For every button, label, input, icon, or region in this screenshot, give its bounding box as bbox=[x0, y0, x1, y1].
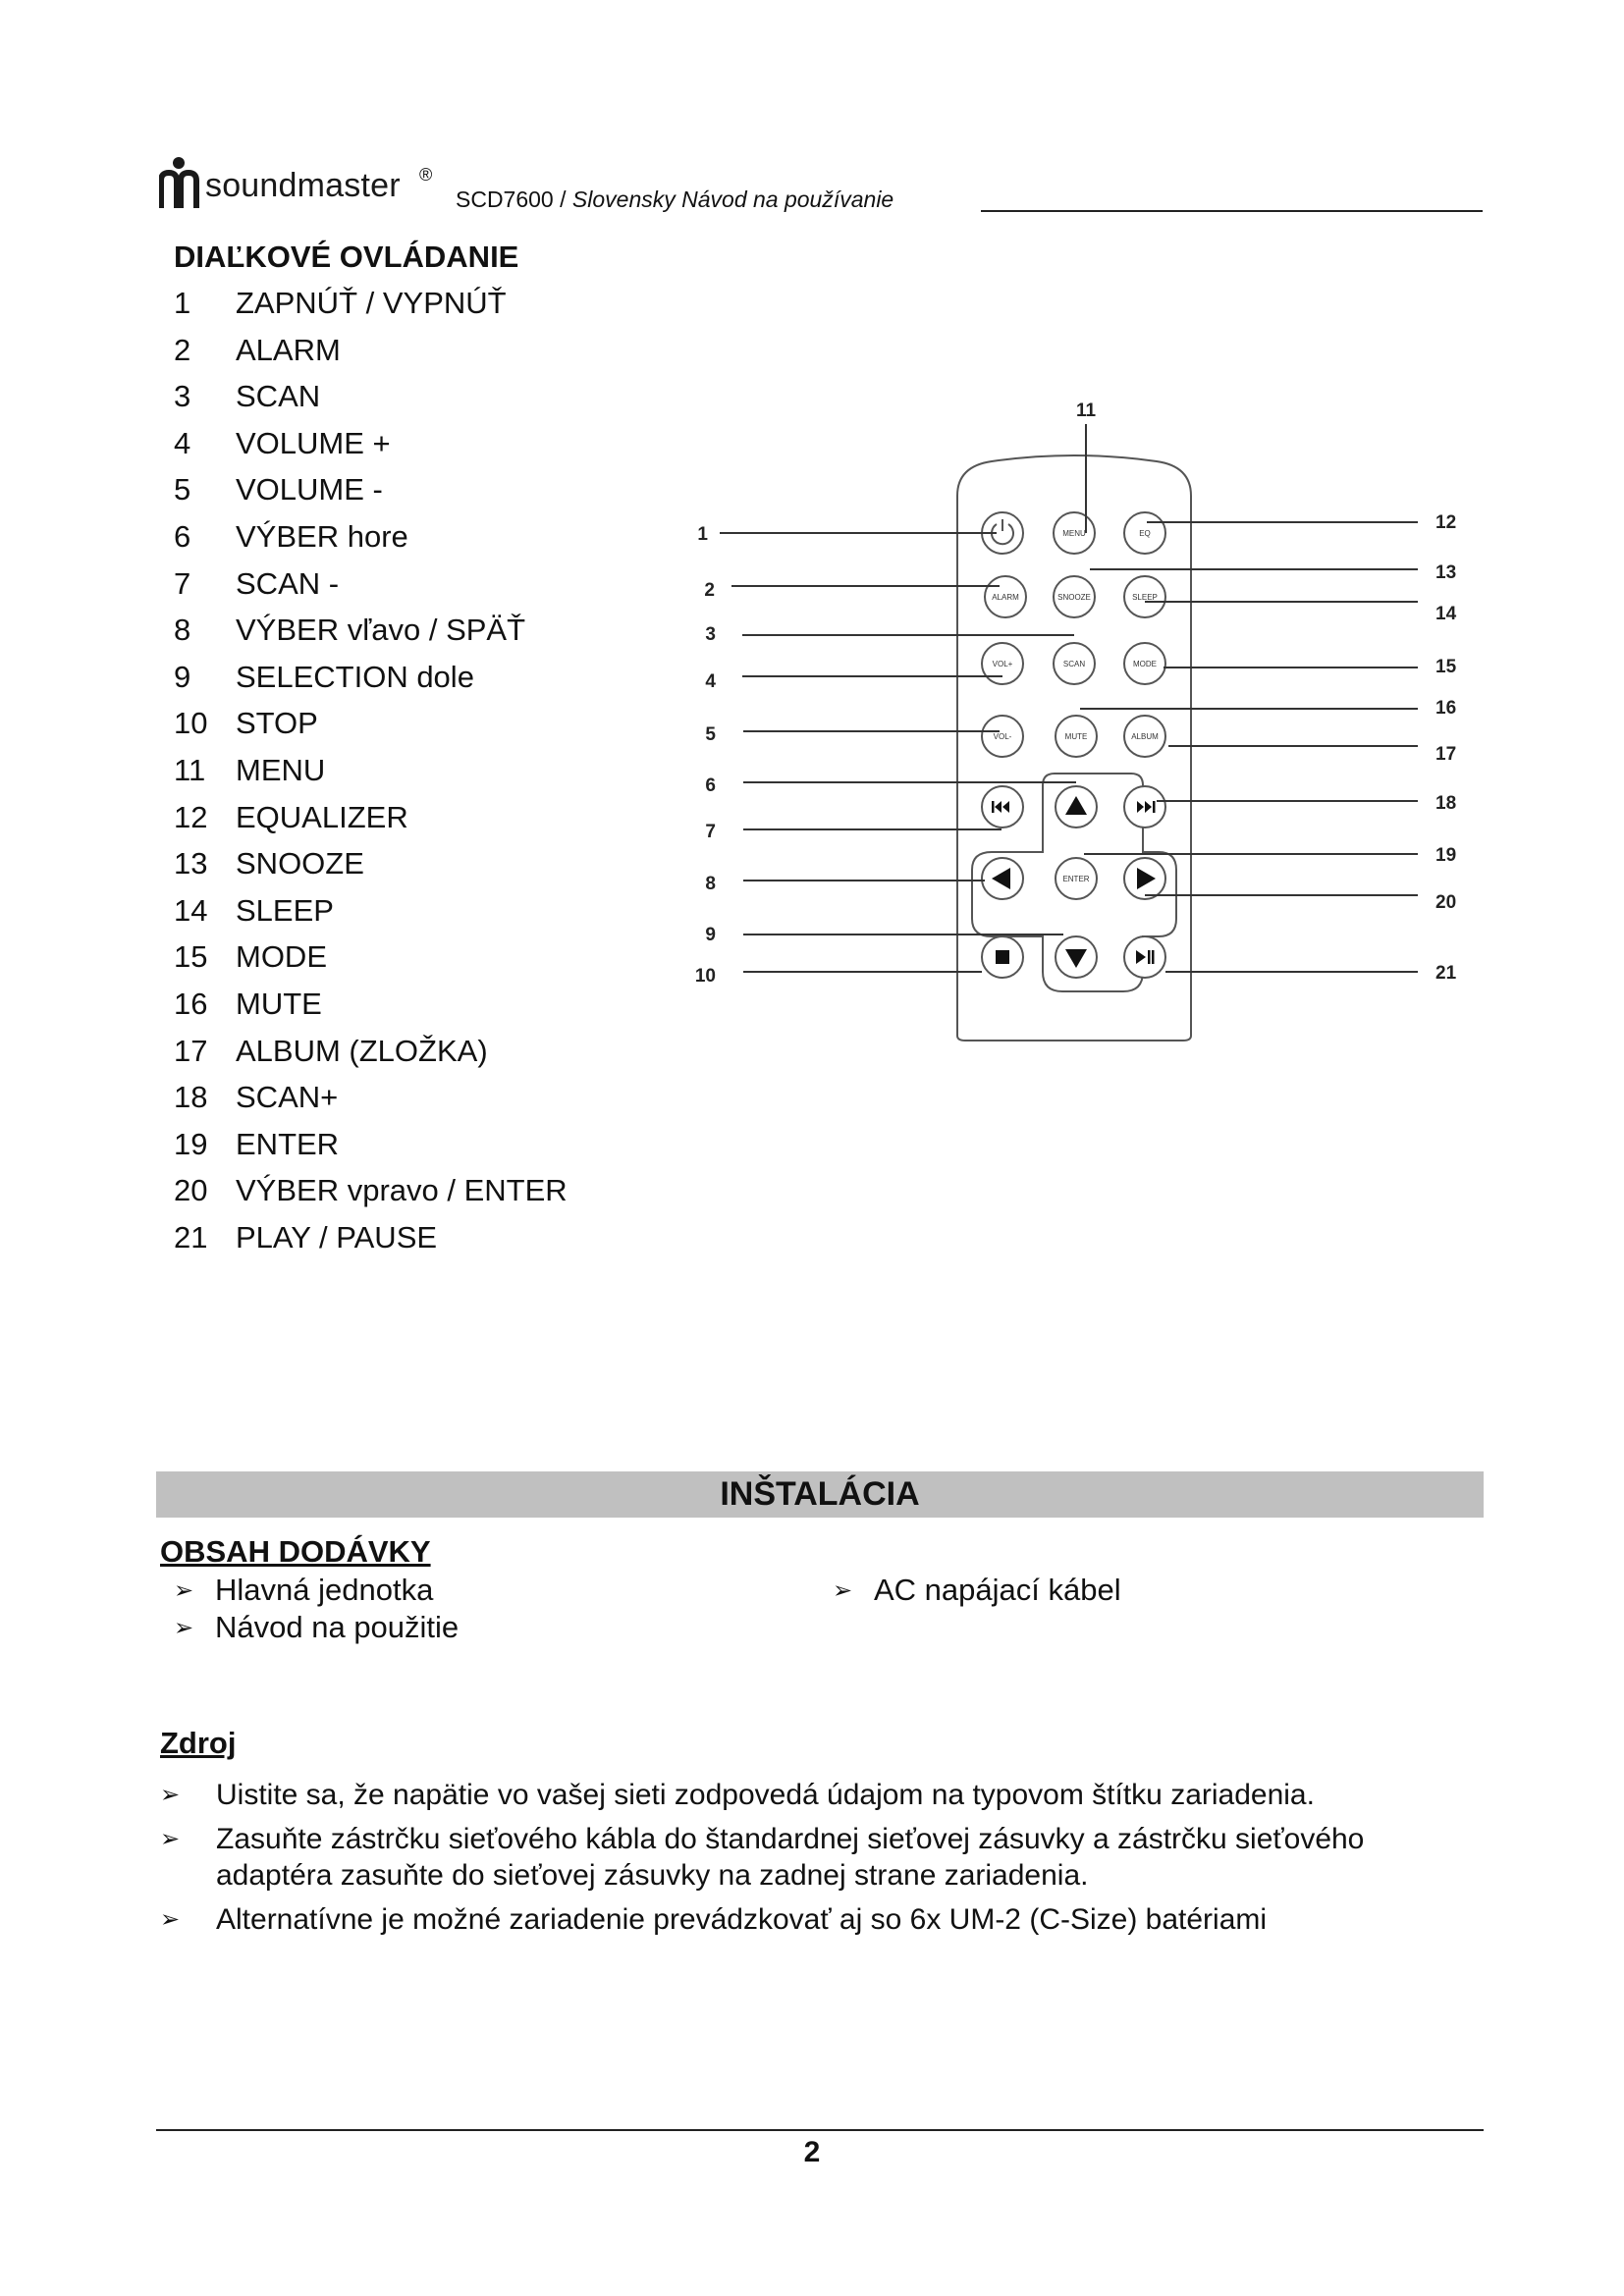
scan-key bbox=[1054, 643, 1095, 684]
remote-button-item: 13 SNOOZE bbox=[174, 846, 364, 881]
vol-down-key bbox=[982, 716, 1023, 757]
menu-key bbox=[1054, 512, 1095, 554]
callout-number: 12 bbox=[1435, 512, 1457, 533]
svg-text:SCAN: SCAN bbox=[1062, 660, 1086, 668]
list-item: ➢ Zasuňte zástrčku sieťového kábla do štandardnej sieťovej zásuvky a zástrčku sieťového adaptéra zasuňte do sieťovej zásuvky na zadnej strane zariadenia. bbox=[160, 1823, 1365, 1892]
list-item: ➢ Uistite sa, že napätie vo vašej sieti zodpovedá údajom na typovom štítku zariadenia. bbox=[160, 1779, 1315, 1811]
callout-number: 3 bbox=[705, 624, 716, 645]
svg-text:MUTE: MUTE bbox=[1064, 732, 1088, 741]
remote-control-diagram bbox=[0, 0, 1624, 1080]
remote-button-item: 7 SCAN - bbox=[174, 565, 340, 601]
vol-up-key bbox=[982, 643, 1023, 684]
model-number: SCD7600 / bbox=[456, 187, 572, 212]
remote-button-item: 18 SCAN+ bbox=[174, 1080, 339, 1115]
remote-button-item: 4 VOLUME + bbox=[174, 425, 391, 460]
registered-mark: ® bbox=[419, 165, 433, 185]
sleep-key bbox=[1124, 576, 1165, 617]
callout-number: 19 bbox=[1435, 845, 1457, 866]
callout-number: 17 bbox=[1435, 744, 1457, 765]
list-item: ➢ Návod na použitie bbox=[174, 1610, 460, 1644]
arrow-right-icon bbox=[1124, 858, 1165, 899]
callout-number: 9 bbox=[705, 925, 716, 945]
manual-subtitle: Slovensky Návod na používanie bbox=[571, 187, 894, 212]
callout-number: 8 bbox=[705, 874, 716, 894]
arrow-bullet-icon: ➢ bbox=[833, 1577, 853, 1604]
arrow-left-icon bbox=[982, 858, 1023, 899]
svg-text:SLEEP: SLEEP bbox=[1132, 593, 1158, 602]
arrow-bullet-icon: ➢ bbox=[160, 1826, 181, 1852]
list-item: ➢ Alternatívne je možné zariadenie prevádzkovať aj so 6x UM-2 (C-Size) batériami bbox=[160, 1903, 1268, 1936]
callout-number: 2 bbox=[704, 580, 715, 601]
list-item: ➢ Hlavná jednotka bbox=[174, 1573, 434, 1607]
remote-button-item: 16 MUTE bbox=[174, 986, 322, 1021]
alarm-key bbox=[985, 576, 1026, 617]
callout-number: 10 bbox=[694, 966, 716, 987]
power-section-title: Zdroj bbox=[160, 1726, 237, 1760]
eq-key bbox=[1124, 512, 1165, 554]
mode-key bbox=[1124, 643, 1165, 684]
svg-text:ALARM: ALARM bbox=[992, 593, 1019, 602]
svg-text:VOL+: VOL+ bbox=[992, 660, 1013, 668]
remote-button-item: 17 ALBUM (ZLOŽKA) bbox=[174, 1033, 488, 1068]
arrow-bullet-icon: ➢ bbox=[174, 1577, 194, 1604]
power-instructions bbox=[160, 1777, 1466, 1946]
svg-text:MENU: MENU bbox=[1062, 529, 1086, 538]
skip-forward-icon bbox=[1124, 786, 1165, 828]
callout-number: 18 bbox=[1435, 793, 1457, 814]
callout-number: 13 bbox=[1435, 562, 1457, 583]
enter-key bbox=[1056, 858, 1097, 899]
svg-text:EQ: EQ bbox=[1139, 529, 1151, 538]
remote-button-item: 8 VÝBER vľavo / SPÄŤ bbox=[174, 613, 526, 648]
arrow-bullet-icon: ➢ bbox=[160, 1782, 181, 1808]
callout-number: 6 bbox=[705, 775, 716, 796]
arrow-bullet-icon: ➢ bbox=[174, 1615, 194, 1641]
remote-button-item: 20 VÝBER vpravo / ENTER bbox=[174, 1173, 568, 1208]
callout-number: 20 bbox=[1435, 892, 1457, 913]
remote-button-item: 10 STOP bbox=[174, 706, 318, 741]
remote-button-item: 6 VÝBER hore bbox=[174, 518, 408, 554]
callout-number: 7 bbox=[705, 822, 716, 842]
callout-number: 4 bbox=[705, 671, 716, 692]
arrow-down-icon bbox=[1056, 936, 1097, 978]
remote-section-title: DIAĽKOVÉ OVLÁDANIE bbox=[174, 240, 519, 274]
svg-text:ALBUM: ALBUM bbox=[1131, 732, 1159, 741]
album-key bbox=[1124, 716, 1165, 757]
callout-number: 21 bbox=[1435, 963, 1457, 984]
svg-text:ENTER: ENTER bbox=[1062, 875, 1090, 883]
remote-button-item: 15 MODE bbox=[174, 939, 327, 975]
svg-text:VOL-: VOL- bbox=[993, 732, 1012, 741]
callout-number: 16 bbox=[1435, 698, 1457, 719]
installation-title: INŠTALÁCIA bbox=[720, 1475, 920, 1513]
arrow-bullet-icon: ➢ bbox=[160, 1906, 181, 1933]
callout-number: 14 bbox=[1435, 604, 1457, 624]
list-item: ➢ AC napájací kábel bbox=[833, 1573, 1121, 1607]
remote-button-item: 19 ENTER bbox=[174, 1126, 340, 1161]
remote-button-item: 21 PLAY / PAUSE bbox=[174, 1219, 438, 1255]
skip-back-icon bbox=[982, 786, 1023, 828]
footer-divider bbox=[156, 2129, 1484, 2131]
remote-button-item: 14 SLEEP bbox=[174, 892, 334, 928]
brand-name: soundmaster bbox=[205, 167, 401, 204]
remote-button-item: 9 SELECTION dole bbox=[174, 659, 474, 694]
arrow-up-icon bbox=[1056, 786, 1097, 828]
svg-text:MODE: MODE bbox=[1133, 660, 1157, 668]
callout-number: 1 bbox=[697, 524, 708, 545]
stop-icon bbox=[982, 936, 1023, 978]
callout-number: 15 bbox=[1435, 657, 1457, 677]
remote-button-item: 2 ALARM bbox=[174, 332, 341, 367]
package-contents-title: OBSAH DODÁVKY bbox=[160, 1534, 431, 1569]
remote-button-item: 12 EQUALIZER bbox=[174, 799, 408, 834]
remote-button-item: 3 SCAN bbox=[174, 379, 321, 414]
remote-button-item: 5 VOLUME - bbox=[174, 472, 383, 507]
remote-button-item: 11 MENU bbox=[174, 752, 326, 787]
page-number: 2 bbox=[803, 2136, 821, 2168]
snooze-key bbox=[1054, 576, 1095, 617]
play-pause-icon bbox=[1124, 936, 1165, 978]
svg-text:SNOOZE: SNOOZE bbox=[1057, 593, 1091, 602]
remote-button-item: 1 ZAPNÚŤ / VYPNÚŤ bbox=[174, 286, 507, 320]
mute-key bbox=[1056, 716, 1097, 757]
callout-number: 11 bbox=[1075, 400, 1097, 421]
installation-header-bar bbox=[156, 1471, 1484, 1518]
callout-number: 5 bbox=[705, 724, 716, 745]
